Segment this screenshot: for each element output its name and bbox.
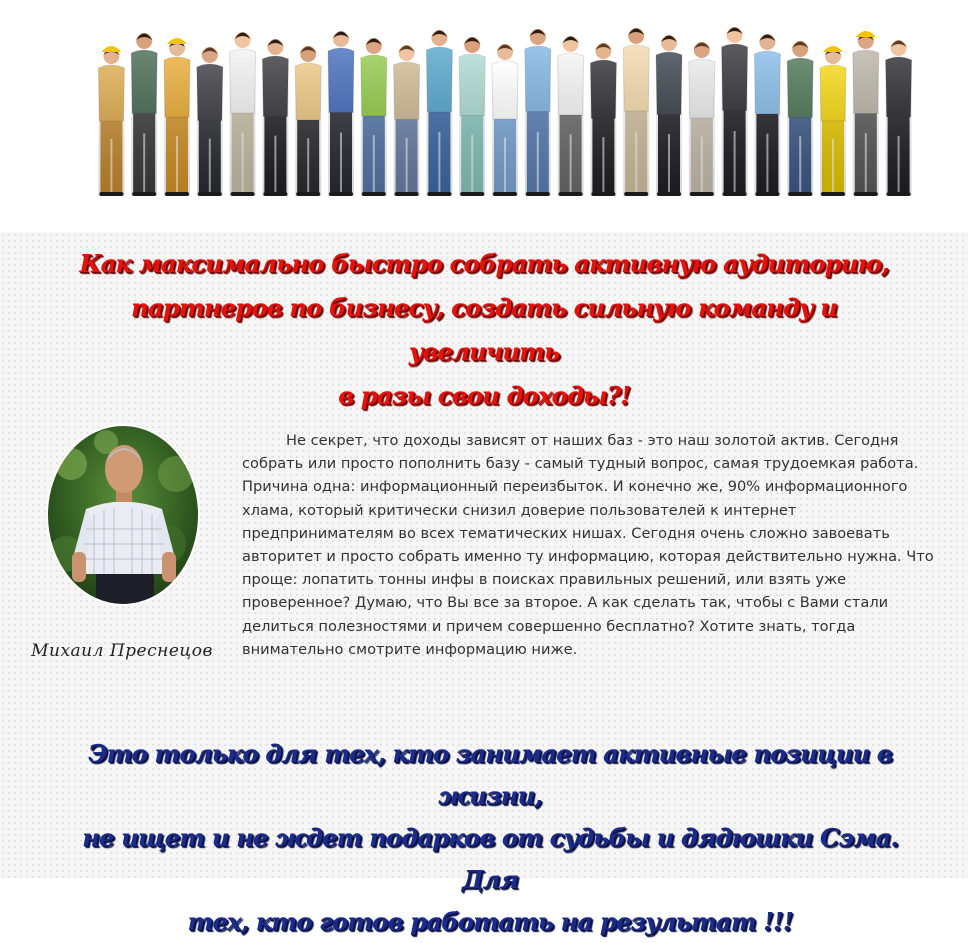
crowd-person — [164, 38, 190, 196]
closing-line-1: Это только для тех, кто занимает активные позиции в жизни, — [88, 739, 892, 810]
crowd-person — [98, 46, 124, 196]
crowd-person — [525, 29, 551, 196]
closing-line-3: тех, кто готов работать на результат !!! — [187, 907, 793, 936]
crowd-person — [590, 43, 616, 196]
crowd-person — [361, 38, 387, 196]
crowd-person — [295, 46, 321, 196]
crowd-person — [754, 34, 780, 196]
hero-banner — [0, 0, 968, 232]
main-headline — [60, 242, 908, 418]
crowd-person — [492, 44, 518, 196]
crowd-person — [230, 32, 256, 196]
crowd-person — [689, 42, 715, 196]
crowd-person — [722, 27, 748, 196]
intro-paragraph: Не секрет, что доходы зависят от наших баз - это наш золотой актив. Сегодня собрать или просто пополнить базу - самый тудный вопрос, самая трудоемкая работа. Причина одна: информационный переизбыток. И конечно же, 90% информационного хлама, который критически снизил доверие пользователей к интернет предпринимателям во всех тематических нишах. Сегодня очень сложно завоевать авторитет и просто собрать именно ту информацию, которая действительно нужна. Что проще: лопатить тонны инфы в поисках правильных решений, или взять уже проверенное? Думаю, что Вы все за второе. А как сделать так, чтобы с Вами стали делиться полезностями и причем совершенно бесплатно? Хотите знать, тогда внимательно смотрите информацию ниже. — [242, 432, 934, 658]
crowd-person — [886, 40, 912, 196]
crowd-person — [426, 30, 452, 196]
crowd-person — [394, 45, 420, 196]
crowd-person — [623, 28, 649, 196]
headline-line-3: в разы свои доходы?! — [338, 381, 630, 410]
crowd-person — [558, 36, 584, 196]
author-signature: Михаил Преснецов — [31, 641, 213, 661]
crowd-of-professionals-icon — [95, 18, 915, 196]
crowd-person — [787, 41, 813, 196]
crowd-person — [820, 46, 846, 196]
crowd-person — [262, 39, 288, 196]
crowd-person — [197, 47, 223, 196]
crowd-person — [459, 37, 485, 196]
author-portrait-icon — [46, 424, 200, 606]
headline-line-2: партнеров по бизнесу, создать сильную команду и увеличить — [131, 293, 837, 366]
crowd-person — [656, 35, 682, 196]
closing-statement — [70, 733, 910, 943]
crowd-person — [328, 31, 354, 196]
crowd-person — [853, 31, 879, 196]
closing-line-2: не ищет и не ждет подарков от судьбы и дядюшки Сэма. Для — [82, 823, 898, 894]
headline-line-1: Как максимально быстро собрать активную аудиторию, — [79, 249, 889, 278]
crowd-person — [131, 33, 157, 196]
